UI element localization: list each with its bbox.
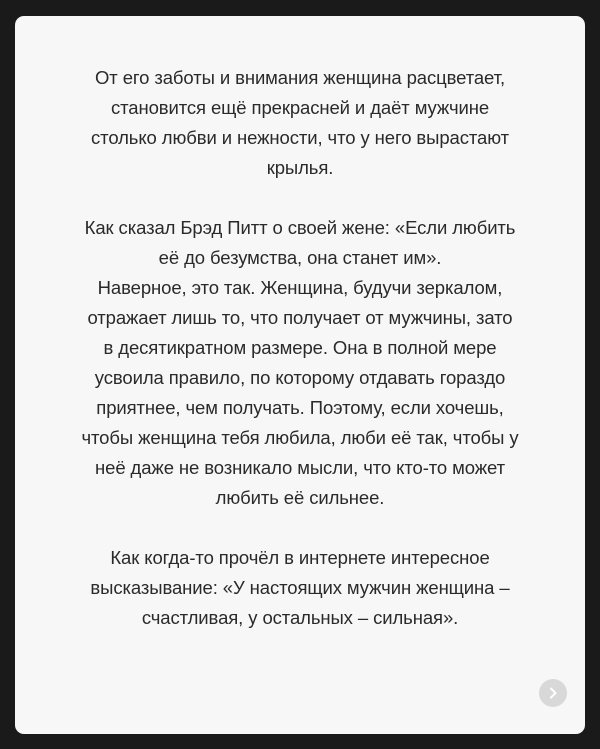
text-line: неё даже не возникало мысли, что кто-то может <box>95 457 505 478</box>
text-line: любить её сильнее. <box>215 487 385 508</box>
text-line: крылья. <box>266 157 334 178</box>
next-button[interactable] <box>539 679 567 707</box>
text-line: Как сказал Брэд Питт о своей жене: «Если любить <box>84 217 516 238</box>
text-line: От его заботы и внимания женщина расцветает, <box>95 67 505 88</box>
paragraph-gap <box>37 513 563 543</box>
paragraph-1 <box>37 63 563 183</box>
text-line: столько любви и нежности, что у него вырастают <box>91 127 509 148</box>
text-line: высказывание: «У настоящих мужчин женщина – <box>90 577 510 598</box>
text-line: усвоила правило, по которому отдавать гораздо <box>94 367 506 388</box>
text-line: становится ещё прекрасней и даёт мужчине <box>110 97 490 118</box>
text-line: Как когда-то прочёл в интернете интересное <box>110 547 490 568</box>
paragraph-2 <box>37 213 563 513</box>
chevron-right-icon <box>546 686 560 700</box>
paragraph-gap <box>37 183 563 213</box>
text-line: чтобы женщина тебя любила, люби её так, чтобы у <box>81 427 519 448</box>
text-line: приятнее, чем получать. Поэтому, если хочешь, <box>96 397 504 418</box>
text-line: счастливая, у остальных – сильная». <box>141 607 459 628</box>
text-line: Наверное, это так. Женщина, будучи зеркалом, <box>97 277 503 298</box>
text-line: отражает лишь то, что получает от мужчины, зато <box>87 307 513 328</box>
paragraph-3 <box>37 543 563 633</box>
text-line: в десятикратном размере. Она в полной мере <box>103 337 497 358</box>
story-card <box>15 16 585 734</box>
story-text <box>37 63 563 633</box>
text-line: её до безумства, она станет им». <box>158 247 442 268</box>
